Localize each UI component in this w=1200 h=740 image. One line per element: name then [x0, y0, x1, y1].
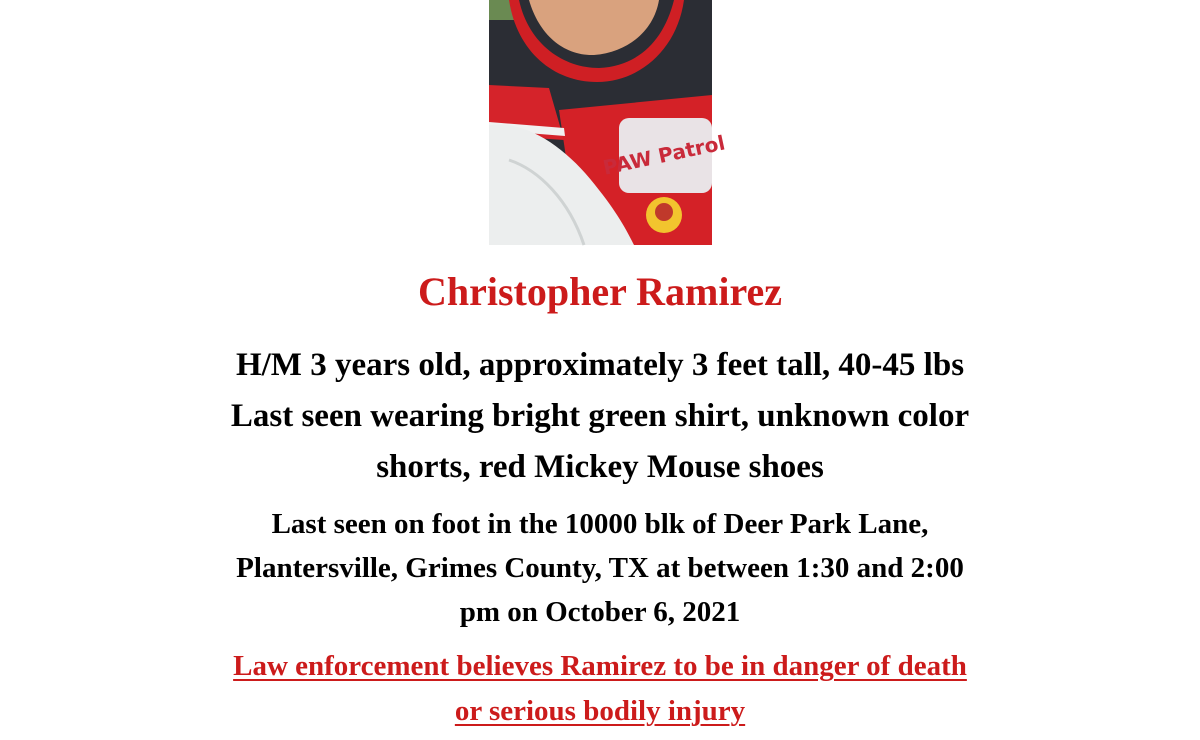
location-line: Last seen on foot in the 10000 blk of Deer Park Lane,	[271, 508, 929, 540]
shirt-graphic-text: PAW Patrol	[600, 130, 728, 180]
child-photo	[489, 0, 728, 245]
location-line: pm on October 6, 2021	[459, 596, 741, 628]
danger-warning	[0, 644, 1200, 734]
physical-description	[0, 340, 1200, 493]
location-line: Plantersville, Grimes County, TX at between 1:30 and 2:00	[236, 552, 964, 584]
warning-line: Law enforcement believes Ramirez to be in danger of death	[233, 650, 967, 682]
description-line: H/M 3 years old, approximately 3 feet tall, 40-45 lbs	[235, 347, 965, 383]
description-line: shorts, red Mickey Mouse shoes	[376, 449, 824, 485]
description-line: Last seen wearing bright green shirt, unknown color	[230, 398, 970, 434]
person-name: Christopher Ramirez	[417, 269, 783, 314]
last-seen-location	[0, 502, 1200, 634]
warning-line: or serious bodily injury	[454, 695, 746, 727]
child-photo-illustration	[489, 0, 728, 245]
